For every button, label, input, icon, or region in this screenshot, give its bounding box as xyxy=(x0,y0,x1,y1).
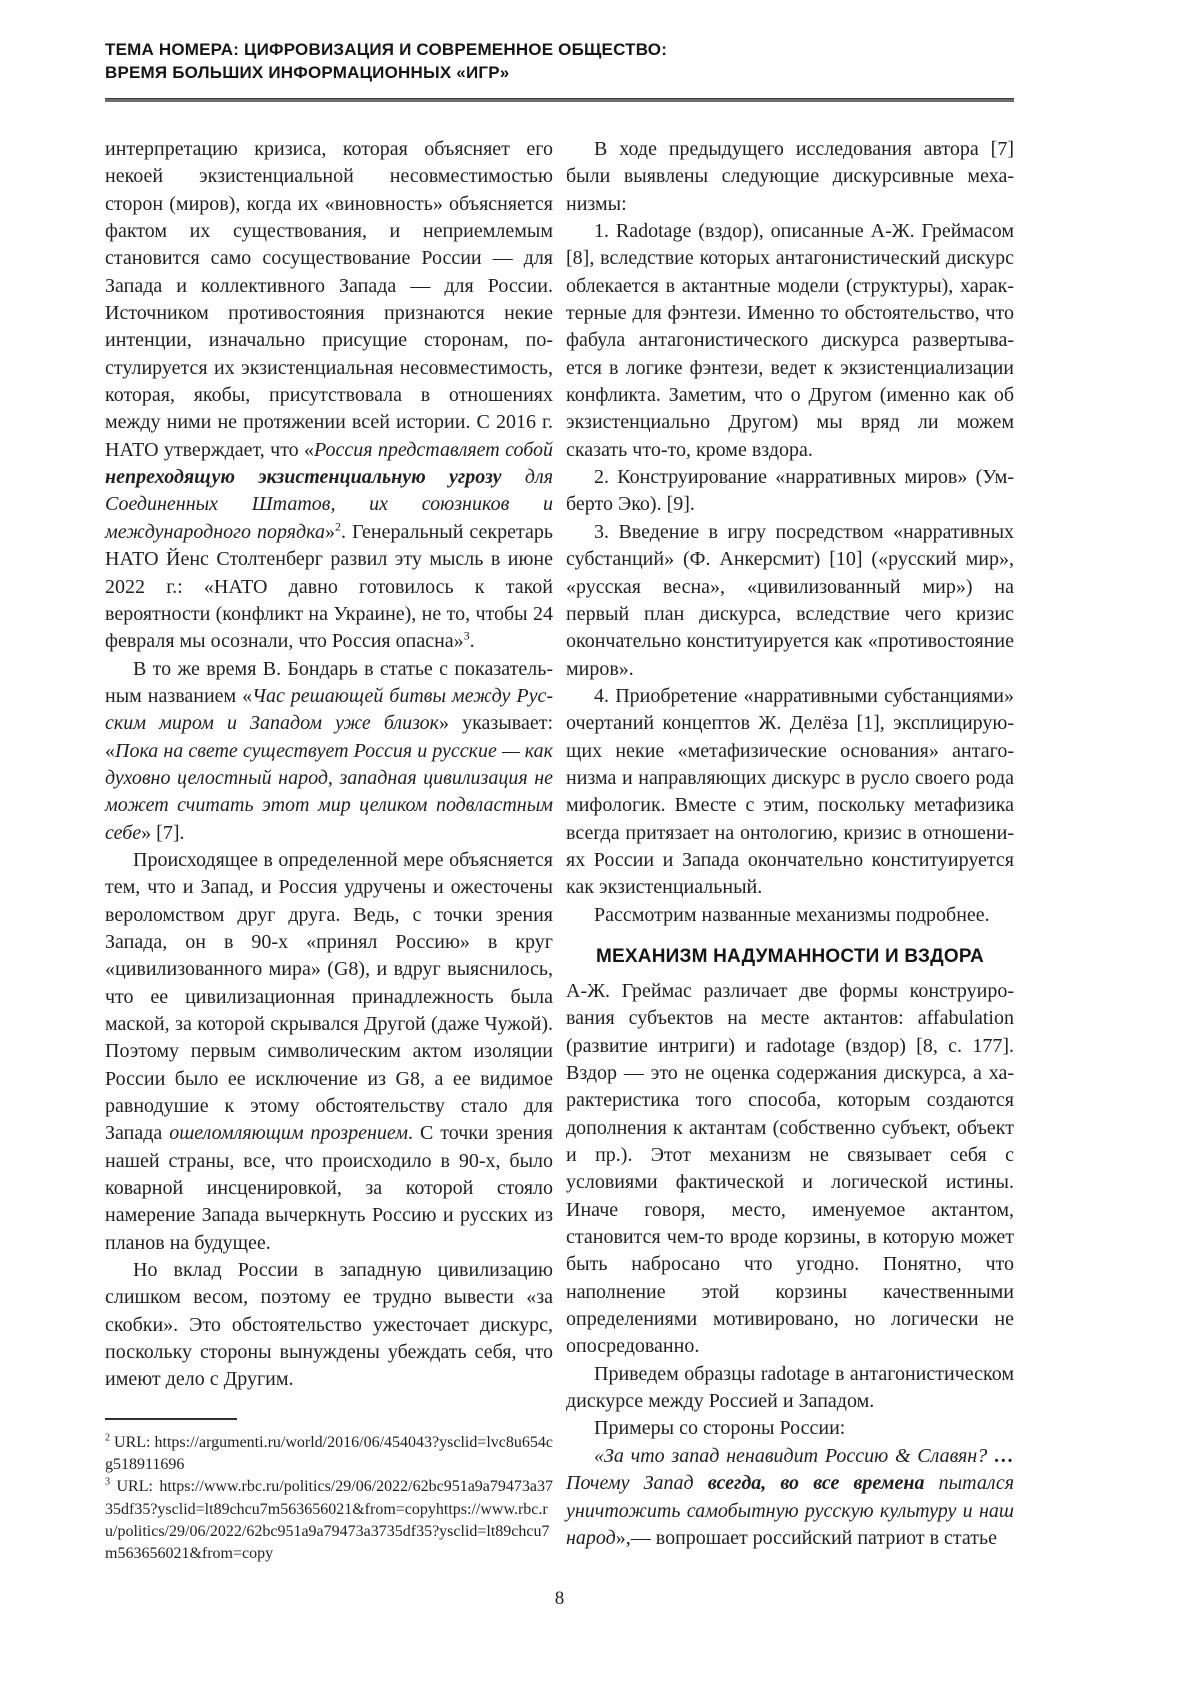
text-run: . Генеральный секретарь НАТО Йенс Столтенберг развил эту мысль в июне 2022 г.: «НАТО давно готовилось к такой вероятности (конфликт на Украине), не то, чтобы 24 февраля мы осознали, что Россия опасна» xyxy=(105,520,553,653)
footnote-rule xyxy=(105,1418,237,1420)
text-run: всегда, во все времена xyxy=(707,1472,925,1495)
text-run: интерпретацию кризиса, которая объясняет его некоей экзистенциальной несовместимостью сторон (миров), когда их «виновность» объясняется фактом их существования, и неприемлемым становится само сосуществование России — для Запада и коллективного Запада — для России. Источником противостояния признаются некие интенции, изначально присущие сторонам, постулируется их экзистенциальная несовместимость, которая, якобы, присутствовала в отношениях между ними не протяжении всей истории. С 2016 г. НАТО утверждает, что « xyxy=(105,138,553,461)
paragraph xyxy=(566,218,1014,464)
right-column-body-bottom xyxy=(566,978,1014,1552)
footnote-marker: 3 xyxy=(463,628,470,643)
text-run: Но вклад России в западную цивилизацию слишком весом, поэтому ее трудно вывести «за скобки». Это обстоятельство ужесточает дискурс, поскольку стороны вынуждены убеждать себя, что имеют дело с Другим. xyxy=(105,1259,553,1391)
text-run: . С точки зрения нашей страны, все, что происходило в 90-х, было коварной инсценировкой, за которой стояло намерение Запада вычеркнуть Россию и русских из планов на будущее. xyxy=(105,1122,554,1254)
paragraph xyxy=(105,656,553,847)
footnote-block xyxy=(105,1418,553,1566)
text-run: » [7]. xyxy=(141,821,185,844)
right-column xyxy=(566,136,1014,1566)
running-head-line1: ТЕМА НОМЕРА: ЦИФРОВИЗАЦИЯ И СОВРЕМЕННОЕ ОБЩЕСТВО: xyxy=(105,40,668,59)
text-run: Приведем образцы radotage в антагонистическом дискурсе между Россией и Западом. xyxy=(566,1362,1014,1413)
paragraph xyxy=(566,464,1014,519)
page-number: 8 xyxy=(554,1588,565,1609)
paragraph xyxy=(566,1361,1014,1416)
text-run: Примеры со стороны России: xyxy=(594,1417,846,1440)
paragraph xyxy=(566,519,1014,683)
paragraph xyxy=(566,902,1014,929)
text-run: Почему Запад xyxy=(566,1472,708,1495)
paragraph xyxy=(105,847,553,1257)
text-run: «За что запад ненавидит Россию & Славян? xyxy=(594,1444,994,1467)
text-run: » указывает: « xyxy=(105,712,554,762)
text-run: ошеломляющим прозрением xyxy=(169,1122,409,1145)
text-run: Происходящее в определенной мере объясняется тем, что и Запад, и Россия удручены и ожесточены вероломством друг друга. Ведь, с точки зрения Запада, он в 90-х «принял Россию» в круг «цивилизованного мира» (G8), и вдруг выяснилось, что ее цивилизационная принадлежность была маской, за которой скрывался Другой (даже Чужой). Поэтому первым символическим актом изоляции России было ее исключение из G8, а ее видимое равнодушие к этому обстоятельству стало для Запада xyxy=(105,848,553,1145)
left-column-body xyxy=(105,136,553,1394)
text-run: непреходящую экзистенциальную угрозу xyxy=(105,466,502,489)
footnote-marker: 2 xyxy=(105,1432,110,1444)
footnotes xyxy=(105,1432,553,1566)
text-run: Россия представляет собой xyxy=(314,438,553,461)
text-run: пытался уничтожить самобытную русскую культуру и наш народ xyxy=(566,1472,1014,1549)
text-run: для Соединенных Штатов, их союзников и международного порядка xyxy=(105,466,553,543)
text-run: Пока на свете существует Россия и русские — как духовно целостный народ, западная цивилизация не может считать этот мир целиком подвластным себе xyxy=(105,739,553,844)
text-run: » xyxy=(324,520,335,543)
section-heading: МЕХАНИЗМ НАДУМАННОСТИ И ВЗДОРА xyxy=(596,945,984,967)
paragraph xyxy=(566,136,1014,218)
paragraph xyxy=(105,1476,553,1565)
running-head xyxy=(105,38,1015,84)
text-run: 4. Приобретение «нарративными субстанциями» очертаний концептов Ж. Делёза [1], эксплицирующих некие «метафизические основания» антагонизма и направляющих дискурс в русло своего рода мифологик. Вместе с этим, поскольку метафизика всегда притязает на онтологию, кризис в отношениях России и Запада окончательно конституируется как экзистенциальный. xyxy=(566,684,1014,899)
text-run: 2. Конструирование «нарративных миров» (Умберто Эко). [9]. xyxy=(566,466,1014,516)
text-columns xyxy=(105,136,1014,1566)
paragraph xyxy=(566,1415,1014,1442)
running-head-line2: ВРЕМЯ БОЛЬШИХ ИНФОРМАЦИОННЫХ «ИГР» xyxy=(105,63,510,82)
paragraph xyxy=(566,683,1014,902)
text-run: URL: https://www.rbc.ru/politics/29/06/2022/62bc951a9a79473a3735df35?ysclid=lt89chcu7m563656021&from=copyhttps://www.rbc.ru/politics/29/06/2022/62bc951a9a79473a3735df35?ysclid=lt89chcu7m563656021&from=copy xyxy=(105,1478,553,1563)
text-run: В ходе предыдущего исследования автора [7] были выявлены следующие дискурсивные механизмы: xyxy=(566,138,1014,215)
footnote-marker: 2 xyxy=(334,519,341,534)
paragraph xyxy=(105,1432,553,1477)
text-run: Рассмотрим названные механизмы подробнее. xyxy=(594,903,990,926)
paragraph xyxy=(105,136,553,656)
text-run: … xyxy=(994,1444,1014,1467)
paragraph xyxy=(566,1443,1014,1552)
text-run: »,— вопрошает российский патриот в статье xyxy=(615,1526,997,1549)
text-run: 1. Radotage (вздор), описанные А-Ж. Греймасом [8], вследствие которых антагонистический дискурс облекается в актантные модели (структуры), характерные для фэнтези. Именно то обстоятельство, что фабула антагонистического дискурса развертывается в логике фэнтези, ведет к экзистенциализации конфликта. Заметим, что о Другом (именно как об экзистенциально Другом) мы вряд ли можем сказать что-то, кроме вздора. xyxy=(566,220,1014,461)
header-rule xyxy=(105,98,1014,102)
paragraph xyxy=(566,978,1014,1361)
text-run: 3. Введение в игру посредством «нарративных субстанций» (Ф. Анкерсмит) [10] («русский мир», «русская весна», «цивилизованный мир») на первый план дискурса, вследствие чего кризис окончательно конституируется как «противостояние миров». xyxy=(566,520,1014,680)
text-run: URL: https://argumenti.ru/world/2016/06/454043?ysclid=lvc8u654cg518911696 xyxy=(105,1433,553,1474)
footnote-marker: 3 xyxy=(105,1477,110,1489)
text-run: . xyxy=(469,630,475,653)
paragraph xyxy=(105,1257,553,1394)
text-run: В то же время В. Бондарь в статье с показательным названием « xyxy=(105,657,553,707)
text-run: Час решающей битвы между Русским миром и Западом уже близок xyxy=(105,684,553,735)
right-column-body-top xyxy=(566,136,1014,929)
text-run: А-Ж. Греймас различает две формы конструирования субъектов на месте актантов: affabulation (развитие интриги) и radotage (вздор) [8, с. 177]. Вздор — это не оценка содержания дискурса, а характеристика того способа, которым создаются дополнения к актантам (собственно субъект, объект и пр.). Этот механизм не связывает себя с условиями фактической и логической истины. Иначе говоря, место, именуемое актантом, становится чем-то вроде корзины, в которую может быть набросано что угодно. Понятно, что наполнение этой корзины качественными определениями мотивировано, но логически не опосредованно. xyxy=(566,979,1014,1358)
left-column xyxy=(105,136,553,1566)
